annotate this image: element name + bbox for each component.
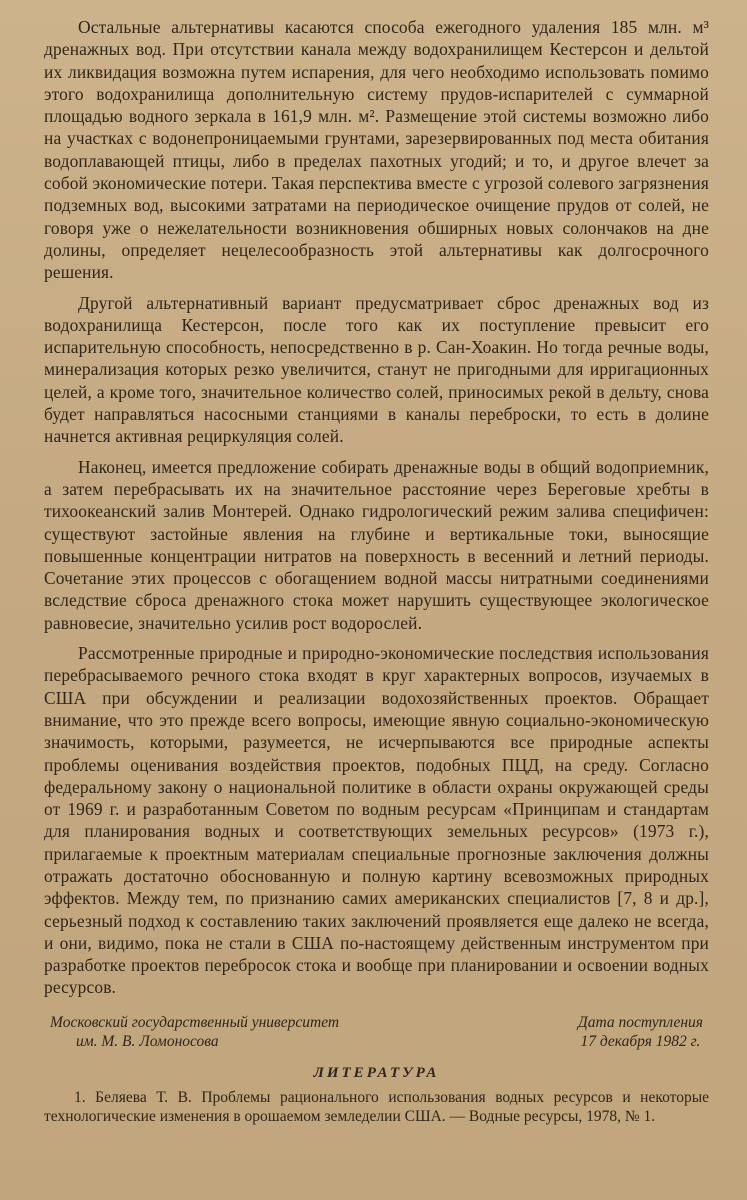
paragraph-3: Наконец, имеется предложение собирать дренажные воды в общий водоприемник, а затем перебрасывать их на значительное расстояние через Береговые хребты в тихоокеанский залив Монтерей. Однако гидрологический режим залива специфичен: существуют застойные явления на глубине и вертикальные токи, выносящие повышенные концентрации нитратов на поверхность в весенний и летний периоды. Сочетание этих процессов с обогащением водной массы нитратными соединениями вследствие сброса дренажного стока может нарушить существующее экологическое равновесие, значительно усилив рост водорослей. [44,456,709,633]
affiliation-line-2: им. М. В. Ломоносова [76,1032,219,1050]
signature-block [44,1013,709,1051]
date-value: 17 декабря 1982 г. [580,1032,701,1050]
paragraph-2: Другой альтернативный вариант предусматривает сброс дренажных вод из водохранилища Кестерсон, после того как их поступление превысит его испарительную способность, непосредственно в р. Сан-Хоакин. Но тогда речные воды, минерализация которых резко увеличится, станут не пригодными для ирригационных целей, а кроме того, значительное количество солей, приносимых рекой в дельту, снова будет направляться насосными станциями в каналы переброски, то есть в долине начнется активная рециркуляция солей. [44,292,709,447]
affiliation [44,1013,339,1051]
paragraph-1: Остальные альтернативы касаются способа ежегодного удаления 185 млн. м³ дренажных вод. При отсутствии канала между водохранилищем Кестерсон и дельтой их ликвидация возможна путем испарения, для чего необходимо использовать помимо этого водохранилища дополнительную систему прудов-испарителей с суммарной площадью водного зеркала в 161,9 млн. м². Размещение этой системы возможно либо на участках с водонепроницаемыми грунтами, зарезервированных под места обитания водоплавающей птицы, либо в пределах пахотных угодий; и то, и другое влечет за собой экономические потери. Такая перспектива вместе с угрозой солевого загрязнения подземных вод, высокими затратами на периодическое очищение прудов от солей, не говоря уже о нежелательности возникновения обширных новых солончаков на дне долины, определяет нецелесообразность этой альтернативы как долгосрочного решения. [44,17,709,283]
references-heading: ЛИТЕРАТУРА [313,1064,440,1081]
reference-item-1: 1. Беляева Т. В. Проблемы рационального использования водных ресурсов и некоторые технологические изменения в орошаемом земледелии США. — Водные ресурсы, 1978, № 1. [44,1088,709,1125]
body-text [44,16,709,999]
received-date [578,1013,709,1051]
date-label: Дата поступления [577,1013,703,1031]
affiliation-line-1: Московский государственный университет [50,1013,340,1031]
paragraph-4: Рассмотренные природные и природно-экономические последствия использования перебрасываемого речного стока входят в круг характерных вопросов, изучаемых в США при обсуждении и реализации водохозяйственных проектов. Обращает внимание, что это прежде всего вопросы, имеющие явную социально-экономическую значимость, которыми, разумеется, не исчерпываются все природные аспекты проблемы оценивания воздействия проектов, подобных ПЦД, на среду. Согласно федеральному закону о национальной политике в области охраны окружающей среды от 1969 г. и разработанным Советом по водным ресурсам «Принципам и стандартам для планирования водных и соответствующих земельных ресурсов» (1973 г.), прилагаемые к проектным материалам специальные прогнозные заключения должны отражать достаточно обоснованную и полную картину всевозможных природных эффектов. Между тем, по признанию самих американских специалистов [7, 8 и др.], серьезный подход к составлению таких заключений проявляется еще далеко не всегда, и они, видимо, пока не стали в США по-настоящему действенным инструментом при разработке проектов перебросок стока и вообще при планировании и освоении водных ресурсов. [44,643,709,998]
